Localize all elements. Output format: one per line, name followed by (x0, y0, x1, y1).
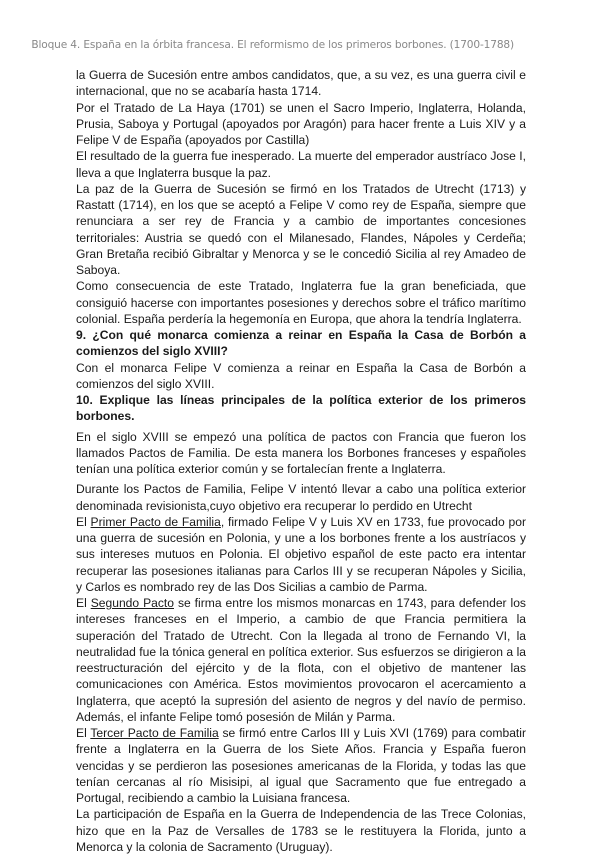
segundo-pacto-underlined: Segundo Pacto (90, 596, 174, 610)
paragraph-paz-utrecht: La paz de la Guerra de Sucesión se firmó en los Tratados de Utrecht (1713) y Rastatt (1714), en los que se aceptó a Felipe V como rey de España, siempre que renunciara a ser rey de Francia y a cambio de importantes concesiones territoriales: Austria se quedó con el Milanesado, Flandes, Nápoles y Cerdeña; Gran Bretaña recibió Gibraltar y Menorca y se le concedió Sicilia al rey Amadeo de Saboya. (76, 181, 526, 277)
text-segment: El (76, 514, 91, 529)
question-9-heading: 9. ¿Con qué monarca comienza a reinar en España la Casa de Borbón a comienzos del siglo XVIII? (76, 328, 526, 359)
answer-10-intro: En el siglo XVIII se empezó una política de pactos con Francia que fueron los llamados Pactos de Familia. De esta manera los Borbones franceses y españoles tenían una política exterior común y se fortalecían frente a Inglaterra. (76, 429, 526, 476)
text-segment: El (76, 596, 91, 610)
paragraph-tercer-pacto (76, 725, 526, 806)
paragraph-primer-pacto (76, 514, 526, 595)
answer-10-revisionismo: Durante los Pactos de Familia, Felipe V intentó llevar a cabo una política exterior denominada revisionista,cuyo objetivo era recuperar lo perdido en Utrecht (76, 482, 526, 513)
paragraph-segundo-pacto (76, 595, 526, 725)
text-segment: se firmó entre Carlos III y Luis XVI (1769) para combatir frente a Inglaterra en la Guerra de los Siete Años. Francia y España fueron vencidas y se perdieron las posesiones americanas de la Florida, y todas las que tenían cercanas al río Misisipi, al igual que Sacramento que fue entregado a Portugal, recibiendo a cambio la Luisiana francesa. (76, 726, 527, 805)
paragraph-consecuencia: Como consecuencia de este Tratado, Inglaterra fue la gran beneficiada, que consiguió hacerse con importantes posesiones y derechos sobre el tráfico marítimo colonial. España perdería la hegemonía en Europa, que ahora la tendría Inglaterra. (76, 279, 526, 326)
answer-9: Con el monarca Felipe V comienza a reinar en España la Casa de Borbón a comienzos del siglo XVIII. (76, 360, 526, 391)
text-segment: El (76, 726, 91, 740)
paragraph-tratado-haya: Por el Tratado de La Haya (1701) se unen el Sacro Imperio, Inglaterra, Holanda, Prusia, Saboya y Portugal (apoyados por Aragón) para hacer frente a Luis XIV y a Felipe V de España (apoyados por Castilla) (76, 100, 526, 147)
page-header: Bloque 4. España en la órbita francesa. El reformismo de los primeros borbones. (1700-1788) (31, 39, 514, 51)
question-10-heading: 10. Explique las líneas principales de la política exterior de los primeros borbones. (76, 393, 526, 424)
paragraph-paz-versalles: La participación de España en la Guerra de Independencia de las Trece Colonias, hizo que en la Paz de Versalles de 1783 se le restituyera la Florida, junto a Menorca y la colonia de Sacramento (Uruguay). (76, 807, 526, 854)
primer-pacto-underlined: Primer Pacto de Familia (90, 514, 221, 529)
paragraph-guerra-sucesion: la Guerra de Sucesión entre ambos candidatos, que, a su vez, es una guerra civil e internacional, que no se acabaría hasta 1714. (76, 68, 526, 99)
paragraph-resultado-guerra: El resultado de la guerra fue inesperado. La muerte del emperador austríaco Jose I, lleva a que Inglaterra busque la paz. (76, 149, 526, 180)
document-body (76, 67, 526, 855)
text-segment: , firmado Felipe V y Luis XV en 1733, fue provocado por una guerra de sucesión en Polonia, y une a los borbones frente a los austríacos y sus intereses mutuos en Polonia. El objetivo español de este pacto era intentar recuperar las posesiones italianas para Carlos III y se recuperan Nápoles y Sicilia, y Carlos es nombrado rey de las Dos Sicilias a cambio de Parma. (76, 514, 526, 594)
text-segment: se firma entre los mismos monarcas en 1743, para defender los intereses franceses en el Imperio, a cambio de que Francia permitiera la superación del Tratado de Utrecht. Con la llegada al trono de Fernando VI, la neutralidad fue la tónica general en política exterior. Sus esfuerzos se dirigieron a la reestructuración del ejército y de la flota, con el objetivo de mantener las comunicaciones con América. Estos movimientos provocaron el acercamiento a Inglaterra, que aceptó la supresión del asiento de negros y del navío de permiso. Además, el infante Felipe tomó posesión de Milán y Parma. (76, 596, 526, 724)
tercer-pacto-underlined: Tercer Pacto de Familia (90, 726, 219, 740)
